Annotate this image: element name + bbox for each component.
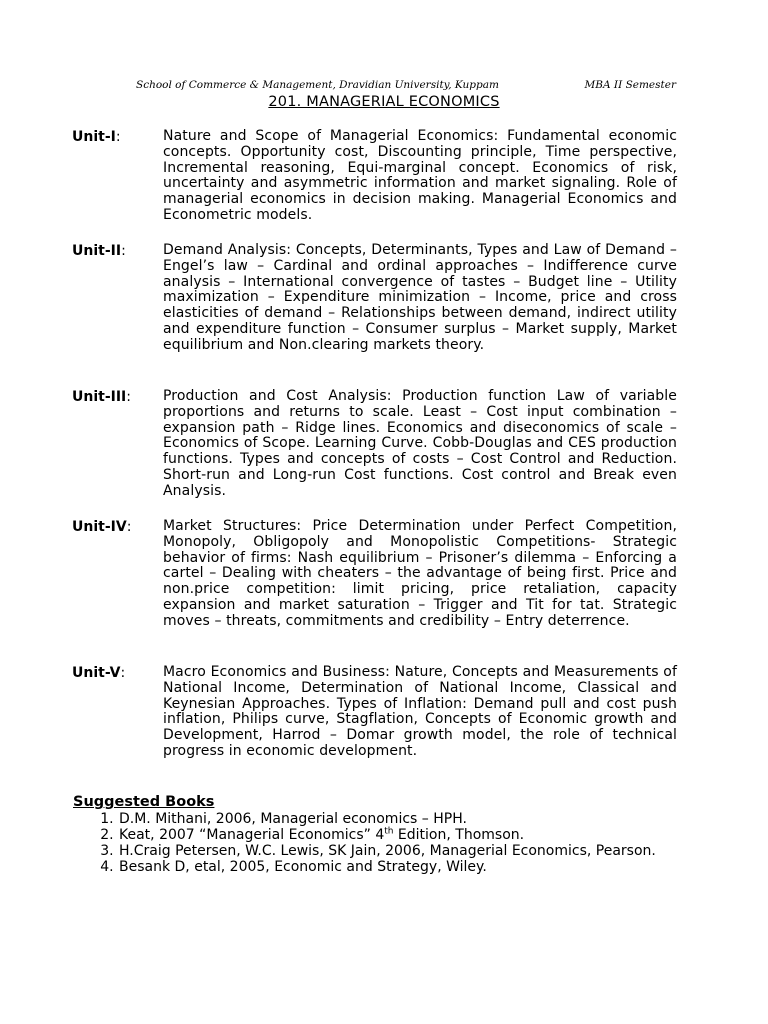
unit-label: Unit-III (72, 389, 127, 405)
unit-description: Production and Cost Analysis: Production function Law of variable proportions and returns to scale. Least – Cost input combination – expansion path – Ridge lines. Economics and diseconomics of scale – Economics of Scope. Learning Curve. Cobb-Douglas and CES production functions. Types and concepts of costs – Cost Control and Reduction. Short-run and Long-run Cost functions. Cost control and Break even Analysis. (163, 388, 677, 499)
unit-section-5: Unit-V: Macro Economics and Business: Nature, Concepts and Measurements of National Income, Determination of National Income, Classical and Keynesian Approaches. Types of Inflation: Demand pull and cost push inflation, Philips curve, Stagflation, Concepts of Economic growth and Development, Harrod – Domar growth model, the role of technical progress in economic development. (72, 664, 677, 759)
books-list (73, 811, 679, 875)
unit-label: Unit-IV (72, 519, 127, 535)
unit-label: Unit-I (72, 129, 116, 145)
unit-section-1: Unit-I: Nature and Scope of Managerial Economics: Fundamental economic concepts. Opportunity cost, Discounting principle, Time perspective, Incremental reasoning, Equi-marginal concept. Economics of risk, uncertainty and asymmetric information and market signaling. Role of managerial economics in decision making. Managerial Economics and Econometric models. (72, 128, 677, 223)
suggested-books (73, 794, 679, 875)
unit-description: Nature and Scope of Managerial Economics: Fundamental economic concepts. Opportunity cost, Discounting principle, Time perspective, Incremental reasoning, Equi-marginal concept. Economics of risk, uncertainty and asymmetric information and market signaling. Role of managerial economics in decision making. Managerial Economics and Econometric models. (163, 128, 677, 223)
books-heading: Suggested Books (73, 794, 215, 810)
unit-description: Market Structures: Price Determination under Perfect Competition, Monopoly, Obligopoly and Monopolistic Competitions- Strategic behavior of firms: Nash equilibrium – Prisoner’s dilemma – Enforcing a cartel – Dealing with cheaters – the advantage of being first. Price and non.price competition: limit pricing, price retaliation, capacity expansion and market saturation – Trigger and Tit for tat. Strategic moves – threats, commitments and credibility – Entry deterrence. (163, 518, 677, 629)
unit-section-3: Unit-III: Production and Cost Analysis: Production function Law of variable proportions and returns to scale. Least – Cost input combination – expansion path – Ridge lines. Economics and diseconomics of scale – Economics of Scope. Learning Curve. Cobb-Douglas and CES production functions. Types and concepts of costs – Cost Control and Reduction. Short-run and Long-run Cost functions. Cost control and Break even Analysis. (72, 388, 677, 499)
unit-section-4: Unit-IV: Market Structures: Price Determination under Perfect Competition, Monopoly, Obligopoly and Monopolistic Competitions- Strategic behavior of firms: Nash equilibrium – Prisoner’s dilemma – Enforcing a cartel – Dealing with cheaters – the advantage of being first. Price and non.price competition: limit pricing, price retaliation, capacity expansion and market saturation – Trigger and Tit for tat. Strategic moves – threats, commitments and credibility – Entry deterrence. (72, 518, 677, 629)
unit-label: Unit-II (72, 243, 122, 259)
unit-label: Unit-V (72, 665, 121, 681)
list-item: 1. D.M. Mithani, 2006, Managerial economics – HPH. (118, 811, 679, 827)
unit-description: Macro Economics and Business: Nature, Concepts and Measurements of National Income, Determination of National Income, Classical and Keynesian Approaches. Types of Inflation: Demand pull and cost push inflation, Philips curve, Stagflation, Concepts of Economic growth and Development, Harrod – Domar growth model, the role of technical progress in economic development. (163, 664, 677, 759)
school-name: School of Commerce & Management, Dravidian University, Kuppam (136, 79, 499, 91)
unit-description: Demand Analysis: Concepts, Determinants, Types and Law of Demand – Engel’s law – Cardinal and ordinal approaches – Indifference curve analysis – International convergence of tastes – Budget line – Utility maximization – Expenditure minimization – Income, price and cross elasticities of demand – Relationships between demand, indirect utility and expenditure function – Consumer surplus – Market supply, Market equilibrium and Non.clearing markets theory. (163, 242, 677, 353)
list-item: 4. Besank D, etal, 2005, Economic and Strategy, Wiley. (118, 859, 679, 875)
semester-label: MBA II Semester (584, 79, 676, 91)
unit-section-2: Unit-II: Demand Analysis: Concepts, Determinants, Types and Law of Demand – Engel’s law – Cardinal and ordinal approaches – Indifference curve analysis – International convergence of tastes – Budget line – Utility maximization – Expenditure minimization – Income, price and cross elasticities of demand – Relationships between demand, indirect utility and expenditure function – Consumer surplus – Market supply, Market equilibrium and Non.clearing markets theory. (72, 242, 677, 353)
list-item: 2. Keat, 2007 “Managerial Economics” 4th Edition, Thomson. (118, 827, 679, 843)
page-title: 201. MANAGERIAL ECONOMICS (268, 94, 500, 110)
list-item: 3. H.Craig Petersen, W.C. Lewis, SK Jain, 2006, Managerial Economics, Pearson. (118, 843, 679, 859)
